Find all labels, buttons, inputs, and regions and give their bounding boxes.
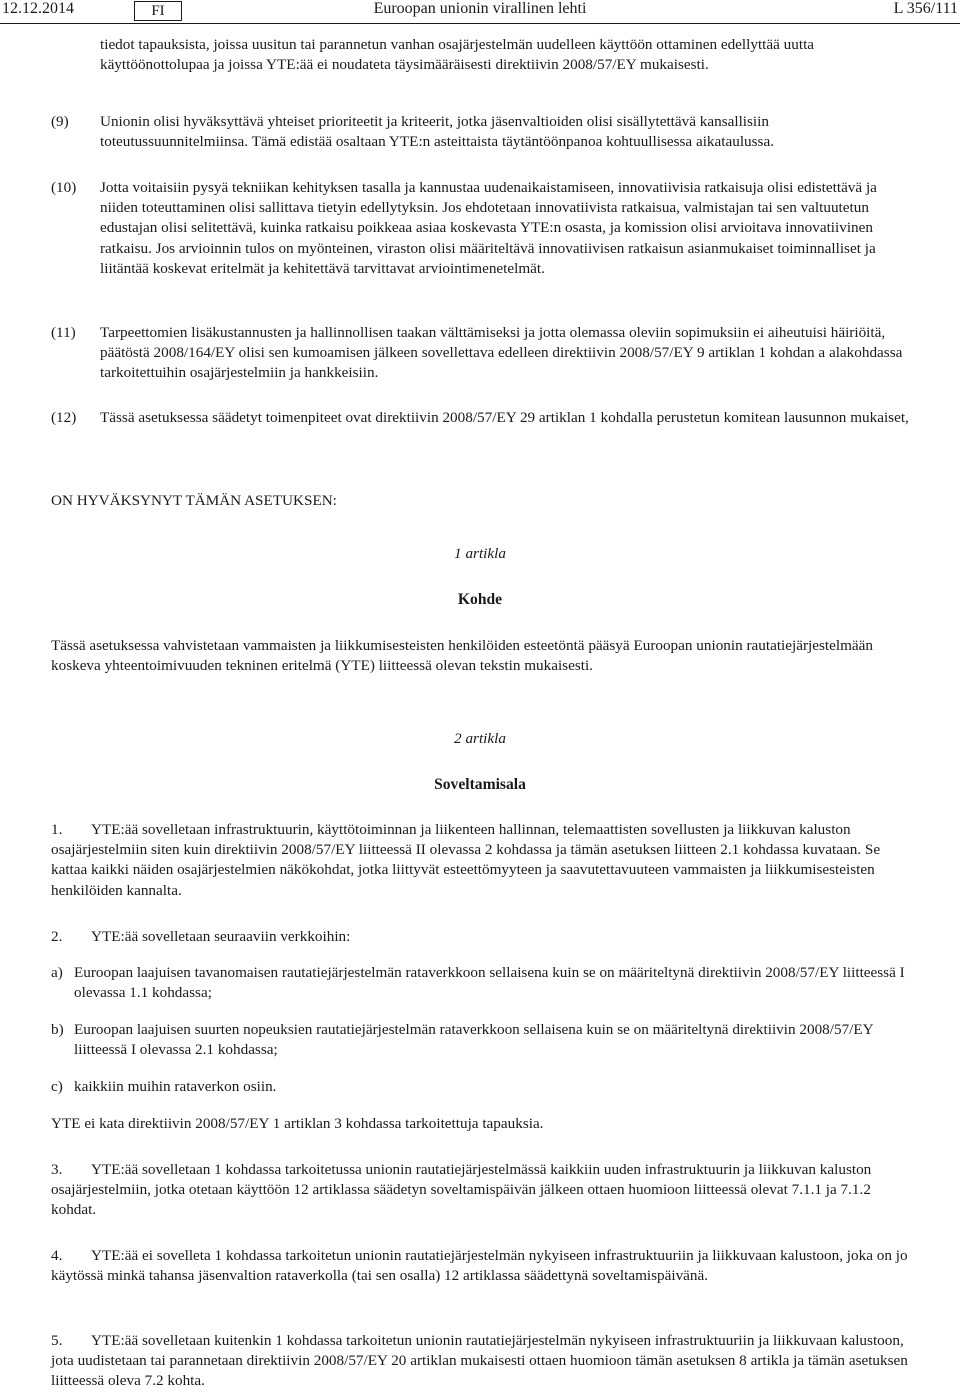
- recital-12-text: Tässä asetuksessa säädetyt toimenpiteet ovat direktiivin 2008/57/EY 29 artiklan 1 kohdalla perustetun komitean lausunnon mukaiset,: [100, 409, 909, 426]
- list-item-b-text: Euroopan laajuisen suurten nopeuksien rautatiejärjestelmän rataverkkoon sellaisena kuin se on määriteltynä direktiivin 2008/57/EY liitteessä I olevassa 2.1 kohdassa;: [74, 1021, 874, 1059]
- list-item-a-text: Euroopan laajuisen tavanomaisen rautatiejärjestelmän rataverkkoon sellaisena kuin se on määriteltynä direktiivin 2008/57/EY liitteessä I olevassa 1.1 kohdassa;: [74, 964, 905, 1002]
- article-1-label: 1 artikla: [454, 545, 506, 562]
- article-2-title: Soveltamisala: [434, 776, 526, 793]
- page-reference: L 356/111: [893, 0, 958, 17]
- article-2-exclusion: YTE ei kata direktiivin 2008/57/EY 1 artiklan 3 kohdassa tarkoitettuja tapauksia.: [51, 1115, 544, 1132]
- list-item-c-text: kaikkiin muihin rataverkon osiin.: [74, 1078, 277, 1095]
- recital-12-number: (12): [51, 409, 77, 426]
- recital-11-number: (11): [51, 324, 76, 341]
- list-item-a-label: a): [51, 964, 63, 981]
- article-2-para-4-number: 4.: [51, 1247, 63, 1264]
- recital-9-number: (9): [51, 113, 69, 130]
- recital-11-text: Tarpeettomien lisäkustannusten ja hallinnollisen taakan välttämiseksi ja jotta olemassa oleviin sopimuksiin ei aiheutuisi häiriöitä, päätöstä 2008/164/EY olisi sen kumoamisen jälkeen sovellettava edelleen direktiivin 2008/57/EY 9 artiklan 1 kohdan a alakohdassa tarkoitettuihin osajärjestelmiin ja hankkeisiin.: [100, 324, 903, 382]
- article-2-para-5-number: 5.: [51, 1332, 63, 1349]
- header-rule: [0, 23, 960, 24]
- article-2-para-5-text: YTE:ää sovelletaan kuitenkin 1 kohdassa tarkoitetun unionin rautatiejärjestelmän nykyiseen infrastruktuuriin ja liikkuvaan kalustoon, jota uudistetaan tai parannetaan direktiivin 2008/57/EY 20 artiklan mukaisesti ottaen huomioon tämän asetuksen 8 artikla ja tämän asetuksen liitteessä oleva 7.2 kohta.: [51, 1332, 908, 1390]
- article-2-para-2-text: YTE:ää sovelletaan seuraaviin verkkoihin:: [91, 928, 351, 945]
- article-2-label: 2 artikla: [454, 730, 506, 747]
- journal-title: Euroopan unionin virallinen lehti: [373, 0, 587, 17]
- recital-9-text: Unionin olisi hyväksyttävä yhteiset prioriteetit ja kriteerit, jotka jäsenvaltioiden olisi sisällytettävä kansallisiin toteutussuunnitelmiinsa. Tämä edistää osaltaan YTE:n asteittaista täytäntöönpanoa kohtuullisessa aikataulussa.: [100, 113, 774, 151]
- publication-date: 12.12.2014: [2, 0, 74, 17]
- article-1-title: Kohde: [457, 591, 503, 608]
- article-1-text: Tässä asetuksessa vahvistetaan vammaisten ja liikkumisesteisten henkilöiden esteetöntä pääsyä Euroopan unionin rautatiejärjestelmään koskeva yhteentoimivuuden tekninen eritelmä (YTE) liitteessä olevan tekstin mukaisesti.: [51, 637, 873, 675]
- recital-10-number: (10): [51, 179, 77, 196]
- article-2-para-1-number: 1.: [51, 821, 63, 838]
- article-2-para-2-number: 2.: [51, 928, 63, 945]
- article-2-para-3-number: 3.: [51, 1161, 63, 1178]
- article-2-para-1-text: YTE:ää sovelletaan infrastruktuurin, käyttötoiminnan ja liikenteen hallinnan, telemaattisten sovellusten ja liikkuvan kaluston osajärjestelmiin siten kuin direktiivin 2008/57/EY liitteessä II olevassa 2 kohdassa ja tämän asetuksen liitteen 2.1 kohdassa kuvataan. Se kattaa kaikki näiden osajärjestelmien näkökohdat, jotka liittyvät esteettömyyteen ja saavutettavuuteen vammaisten ja liikkumisesteisten henkilöiden kannalta.: [51, 821, 881, 899]
- recital-8-continuation: tiedot tapauksista, joissa uusitun tai parannetun vanhan osajärjestelmän uudelleen käyttöön ottaminen edellyttää uutta käyttöönottolupaa ja joissa YTE:ää ei noudateta täysimääräisesti direktiivin 2008/57/EY mukaisesti.: [100, 36, 815, 74]
- recital-10-text: Jotta voitaisiin pysyä tekniikan kehityksen tasalla ja kannustaa uudenaikaistamiseen, innovatiivisia ratkaisuja olisi edistettävä ja niiden toteuttaminen olisi sallittava tietyin edellytyksin. Jos ehdotetaan innovatiivista ratkaisua, valmistajan tai sen valtuutetun edustajan olisi selitettävä, kuinka ratkaisu poikkeaa asiaa koskevasta YTE:n osasta, ja komission olisi arvioitava innovatiivinen ratkaisu. Jos arvioinnin tulos on myönteinen, viraston olisi määriteltävä innovatiivisen ratkaisun asianmukaiset toiminnalliset ja liitäntää koskevat eritelmät ja kehitettävä tarvittavat arviointimenetelmät.: [100, 179, 877, 277]
- list-item-c-label: c): [51, 1078, 63, 1095]
- article-2-para-4-text: YTE:ää ei sovelleta 1 kohdassa tarkoitetun unionin rautatiejärjestelmän nykyiseen infrastruktuuriin ja liikkuvaan kalustoon, joka on jo käytössä minkä tahansa jäsenvaltion rataverkolla (tai sen osalla) 12 artiklassa säädettynä soveltamispäivänä.: [51, 1247, 908, 1285]
- language-badge: FI: [134, 1, 182, 21]
- page-header: [0, 0, 960, 26]
- article-2-para-3-text: YTE:ää sovelletaan 1 kohdassa tarkoitetussa unionin rautatiejärjestelmässä kaikkiin uuden infrastruktuurin ja liikkuvan kaluston osajärjestelmiin, jotka otetaan käyttöön 12 artiklassa säädetyn soveltamispäivän jälkeen ottaen huomioon liitteessä olevat 7.1.1 ja 7.1.2 kohdat.: [51, 1161, 872, 1219]
- list-item-b-label: b): [51, 1021, 64, 1038]
- adoption-formula: ON HYVÄKSYNYT TÄMÄN ASETUKSEN:: [51, 492, 337, 509]
